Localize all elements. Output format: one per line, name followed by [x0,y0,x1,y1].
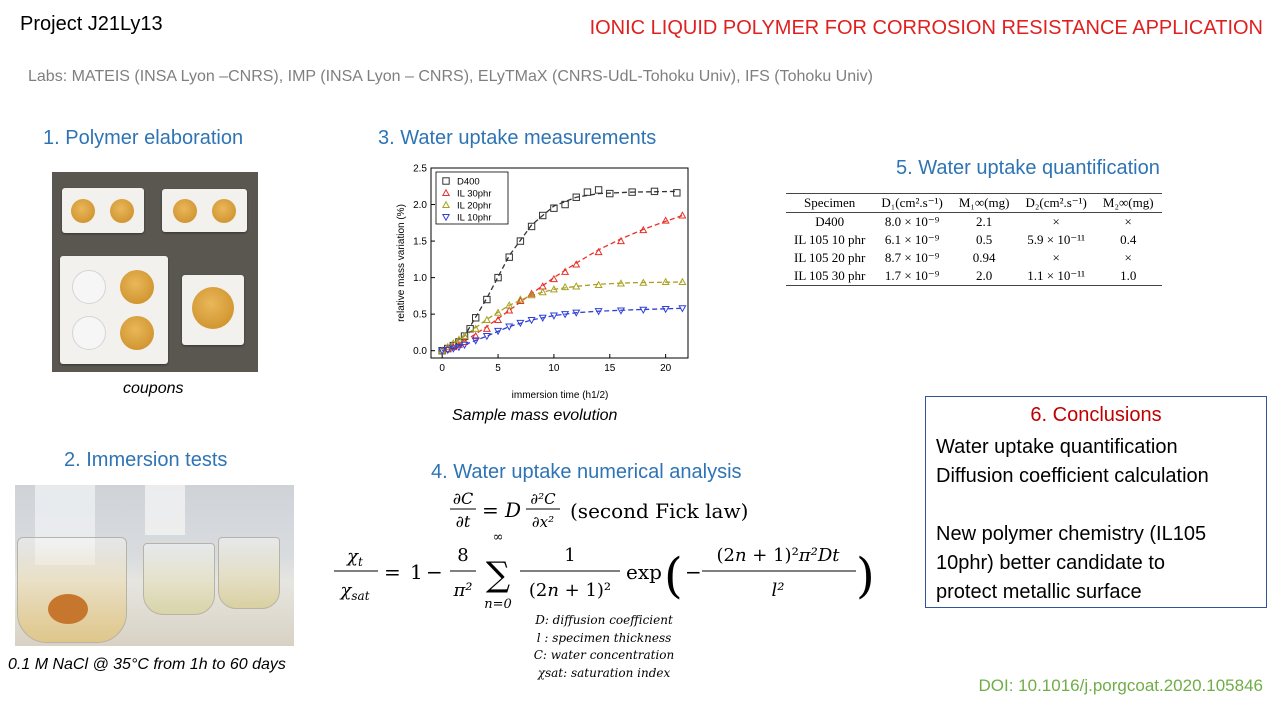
svg-text:): ) [856,548,875,604]
beaker [218,537,280,609]
fick-law-equation [450,489,560,531]
svg-text:l²: l² [771,580,785,601]
data-point-il-10phr [506,324,512,330]
conclusion-spacer [936,491,1209,520]
y-tick-label: 0.0 [413,346,427,358]
table-header: M₂∞(mg) [1095,194,1162,213]
table-cell: 6.1 × 10⁻⁹ [884,232,940,247]
svg-text:(2n + 1)²: (2n + 1)² [528,580,612,601]
note-thickness: l : specimen thickness [536,630,672,645]
chart-xlabel: immersion time (h1/2) [511,390,609,401]
data-point-il-20phr [679,279,685,285]
table-cell: 1.7 × 10⁻⁹ [873,267,950,286]
doi-link[interactable]: DOI: 10.1016/j.porgcoat.2020.105846 [978,676,1263,695]
svg-text:∞: ∞ [492,530,504,545]
table-cell: IL 105 10 phr [794,232,866,247]
coupon-tile [162,189,247,232]
legend-label: D400 [457,176,480,188]
x-tick-label: 15 [604,363,616,374]
fick-equations [330,484,875,614]
coupon-tile [60,256,168,364]
section-3-title: 3. Water uptake measurements [378,127,657,149]
conclusion-line: 10phr) better candidate to [936,552,1166,574]
svg-text:π²: π² [453,580,473,601]
x-tick-label: 10 [548,363,560,374]
coated-disc [110,199,134,223]
conclusion-line: Diffusion coefficient calculation [936,465,1209,487]
table-cell: × [1124,250,1132,265]
table-cell: 0.94 [972,250,996,265]
data-point-d400 [674,190,680,196]
section-5-title: 5. Water uptake quantification [896,157,1160,179]
coated-disc [120,270,154,304]
svg-text:∂C: ∂C [452,489,474,508]
coupon-sample [48,594,88,624]
svg-text:exp: exp [626,560,662,584]
table-header: Specimen [786,194,873,213]
data-point-il-20phr [540,289,546,295]
note-diffusion: D: diffusion coefficient [535,613,673,627]
coupon-tile [62,188,144,233]
coated-disc [173,199,197,223]
y-tick-label: 2.5 [413,163,427,175]
coated-disc [120,316,154,350]
table-row [786,213,1162,232]
data-point-il-30phr [595,249,601,255]
quantification-table [786,193,1162,286]
conclusion-line: New polymer chemistry (IL105 [936,523,1207,545]
table-cell: IL 105 20 phr [794,250,866,265]
y-tick-label: 2.0 [413,200,427,212]
page-title: IONIC LIQUID POLYMER FOR CORROSION RESISTANCE APPLICATION [589,17,1263,39]
section-1-title: 1. Polymer elaboration [43,127,244,149]
coupons-caption: coupons [123,380,184,397]
svg-text:−: − [685,560,702,584]
data-point-il-30phr [662,217,668,223]
coated-disc [212,199,236,223]
y-tick-label: 1.0 [413,273,427,285]
empty-disc [72,270,106,304]
immersion-photo [15,485,294,646]
table-cell: IL 105 30 phr [786,267,873,286]
conclusions-box [925,396,1267,608]
diffusion-solution-equation [334,530,875,612]
table-cell: 2.1 [976,214,993,229]
legend-label: IL 10phr [457,212,492,224]
svg-text:1: 1 [410,560,423,584]
immersion-caption: 0.1 M NaCl @ 35°C from 1h to 60 days [8,656,286,673]
table-header: D₁(cm².s⁻¹) [873,194,950,213]
table-cell: 0.5 [976,232,993,247]
data-point-il-30phr [679,212,685,218]
svg-text:D: D [505,498,522,522]
fit-line-il-20phr [442,282,682,351]
data-point-il-30phr [618,238,624,244]
table-cell: × [1124,214,1132,229]
svg-text:−: − [426,560,443,584]
svg-text:=: = [384,560,401,584]
conclusion-line: protect metallic surface [936,581,1142,603]
table-cell: D400 [815,214,845,229]
svg-text:(2n + 1)²π²Dt: (2n + 1)²π²Dt [716,545,840,566]
svg-text:=: = [482,498,499,522]
table-row [786,249,1162,267]
equation-notes [504,612,704,682]
y-tick-label: 1.5 [413,236,427,248]
svg-text:∂t: ∂t [455,512,471,531]
note-concentration: C: water concentration [533,648,675,662]
beaker [143,543,215,615]
chart-caption: Sample mass evolution [452,407,618,424]
water-uptake-chart [380,158,700,408]
data-point-il-20phr [562,284,568,290]
table-cell: × [1052,250,1060,265]
svg-text:∑: ∑ [485,555,511,595]
coupon-tile [182,275,244,345]
svg-text:(: ( [664,548,683,604]
svg-text:χsat: $\chi_{sat}$ [340,580,370,603]
section-2-title: 2. Immersion tests [64,449,228,471]
x-tick-label: 20 [660,363,672,374]
table-cell: 5.9 × 10⁻¹¹ [1027,232,1086,247]
x-tick-label: 0 [439,363,445,374]
svg-text:∂²C: ∂²C [530,490,556,508]
svg-text:1: 1 [564,545,576,566]
bottle [145,485,185,535]
table-cell: 1.1 × 10⁻¹¹ [1017,267,1094,286]
table-cell: 8.7 × 10⁻⁹ [884,250,940,265]
svg-text:n=0: n=0 [484,597,512,612]
x-tick-label: 5 [495,363,501,374]
coated-disc [71,199,95,223]
labs-line: Labs: MATEIS (INSA Lyon –CNRS), IMP (INSA Lyon – CNRS), ELyTMaX (CNRS-UdL-Tohoku Univ), IFS (Tohoku Univ) [28,68,873,85]
data-point-d400 [595,187,601,193]
table-row [786,231,1162,249]
section-6-title: 6. Conclusions [1030,404,1162,426]
table-cell: 1.0 [1095,267,1162,286]
fick-law-label: (second Fick law) [570,499,749,523]
legend-label: IL 20phr [457,200,492,212]
coated-disc [192,287,234,329]
table-row [786,267,1162,286]
svg-text:8: 8 [457,545,469,566]
table-cell: × [1052,214,1060,229]
project-id: Project J21Ly13 [20,13,163,35]
beaker [17,537,127,643]
conclusions-text [936,433,1209,607]
table-cell: 2.0 [951,267,1018,286]
svg-text:χt: $\chi_t$ [347,546,363,569]
legend-label: IL 30phr [457,188,492,200]
y-tick-label: 0.5 [413,309,427,321]
chart-ylabel: relative mass variation (%) [396,204,407,322]
section-4-title: 4. Water uptake numerical analysis [431,461,742,483]
quantification-table-wrap [786,193,1162,286]
coupons-photo [52,172,258,372]
table-header: M₁∞(mg) [951,194,1018,213]
data-point-il-20phr [517,296,523,302]
table-cell: 8.0 × 10⁻⁹ [884,214,940,229]
table-header: D₂(cm².s⁻¹) [1017,194,1094,213]
svg-text:∂x²: ∂x² [531,513,555,531]
empty-disc [72,316,106,350]
table-cell: 0.4 [1120,232,1137,247]
data-point-d400 [584,189,590,195]
note-saturation: χsat: saturation index [537,665,671,680]
conclusion-line: Water uptake quantification [936,436,1178,458]
